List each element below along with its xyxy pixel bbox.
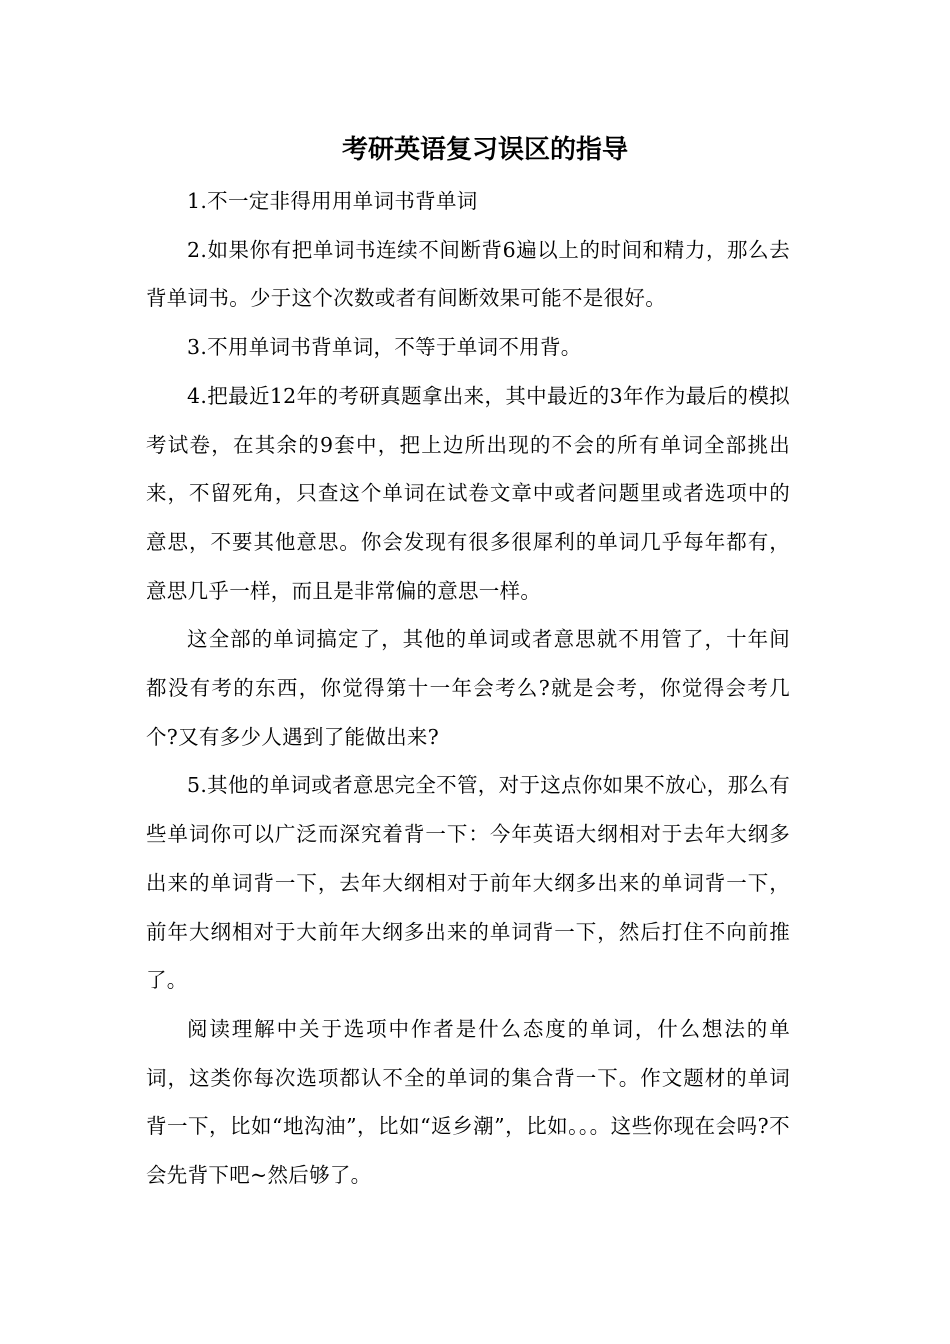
paragraph-5: 这全部的单词搞定了，其他的单词或者意思就不用管了，十年间都没有考的东西，你觉得第十一年会考么?就是会考，你觉得会考几个?又有多少人遇到了能做出来?: [146, 627, 790, 749]
paragraph-3: 3.不用单词书背单词，不等于单词不用背。: [187, 335, 582, 360]
paragraph-2: 2.如果你有把单词书连续不间断背6遍以上的时间和精力，那么去背单词书。少于这个次数或者有间断效果可能不是很好。: [146, 237, 790, 311]
document-title: 考研英语复习误区的指导: [341, 135, 628, 165]
paragraph-6: 5.其他的单词或者意思完全不管，对于这点你如果不放心，那么有些单词你可以广泛而深究着背一下：今年英语大纲相对于去年大纲多出来的单词背一下，去年大纲相对于前年大纲多出来的单词背一下，前年大纲相对于大前年大纲多出来的单词背一下，然后打住不向前推了。: [146, 773, 790, 993]
document-body: [146, 177, 790, 1200]
paragraph-7: 阅读理解中关于选项中作者是什么态度的单词，什么想法的单词，这类你每次选项都认不全的单词的集合背一下。作文题材的单词背一下，比如“地沟油”，比如“返乡潮”，比如。。。这些你现在会吗?不会先背下吧~然后够了。: [146, 1016, 790, 1188]
paragraph-1: 1.不一定非得用用单词书背单词: [187, 189, 478, 213]
paragraph-4: 4.把最近12年的考研真题拿出来，其中最近的3年作为最后的模拟考试卷，在其余的9套中，把上边所出现的不会的所有单词全部挑出来，不留死角，只查这个单词在试卷文章中或者问题里或者选项中的意思，不要其他意思。你会发现有很多很犀利的单词几乎每年都有，意思几乎一样，而且是非常偏的意思一样。: [146, 383, 790, 603]
